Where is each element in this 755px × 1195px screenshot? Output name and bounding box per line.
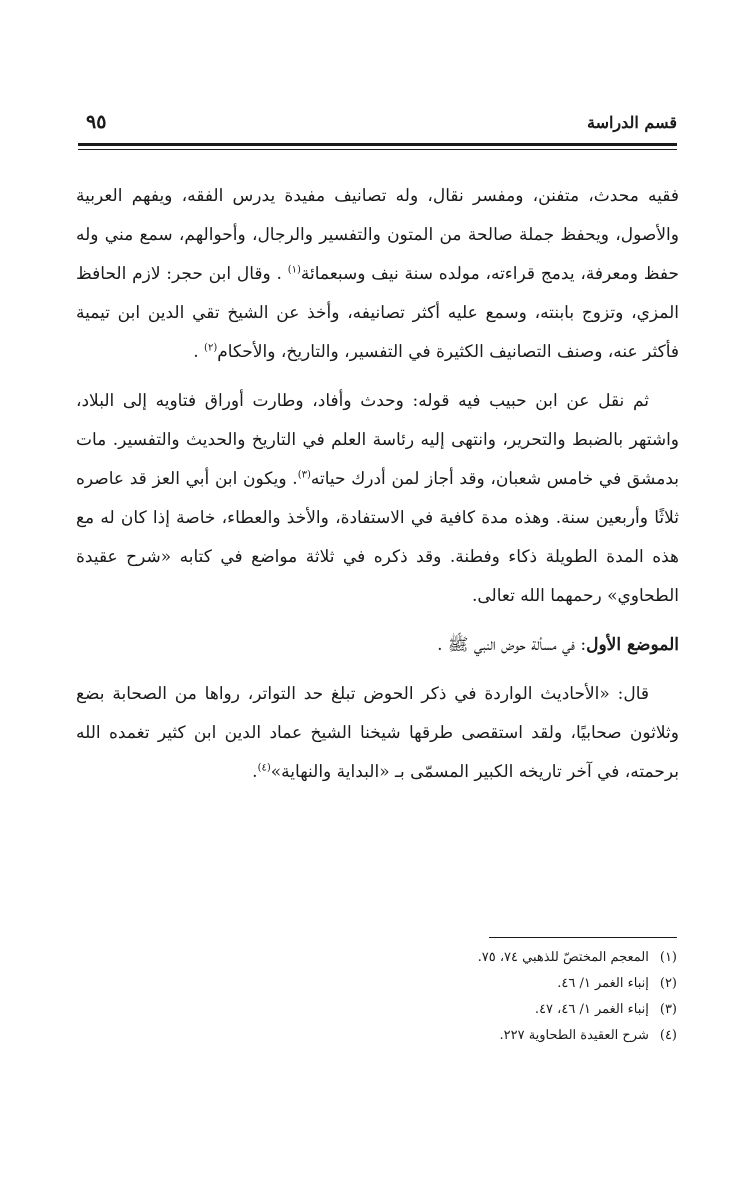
footnote-number: (٤) bbox=[659, 1028, 677, 1043]
main-text bbox=[76, 177, 679, 792]
footnote-number: (٣) bbox=[659, 1002, 677, 1017]
paragraph-3-heading: الموضع الأول bbox=[586, 635, 679, 655]
paragraph-1 bbox=[76, 177, 679, 372]
paragraph-2-text-a: ثم نقل عن ابن حبيب فيه قوله: وحدث وأفاد، وطارت أوراق فتاويه إلى البلاد، واشتهر بالضبط والتحرير، وانتهى إليه رئاسة العلم في التاريخ والحديث والتفسير. مات بدمشق في خامس شعبان، وقد أجاز لمن أدرك حياته bbox=[76, 391, 679, 489]
footnote-1 bbox=[78, 945, 677, 971]
paragraph-4 bbox=[76, 675, 679, 792]
footnotes bbox=[78, 945, 677, 1049]
running-header bbox=[78, 113, 677, 143]
footnote-ref-4: (٤) bbox=[257, 762, 271, 774]
header-rule-thin bbox=[78, 149, 677, 150]
paragraph-1-text-a: فقيه محدث، متفنن، ومفسر نقال، وله تصانيف مفيدة يدرس الفقه، ويفهم العربية والأصول، ويحفظ جملة صالحة من المتون والتفسير والرجال، وأحوالهم، سمع مني وله حفظ ومعرفة، يدمج قراءته، مولده سنة نيف وسبعمائة bbox=[76, 186, 679, 284]
footnote-ref-3: (٣) bbox=[297, 469, 311, 481]
page-number: ٩٥ bbox=[86, 111, 107, 133]
header-rule-thick bbox=[78, 143, 677, 146]
footnote-number: (٢) bbox=[659, 976, 677, 991]
paragraph-3-text: : في مسألة حوض النبي ﷺ . bbox=[437, 635, 587, 655]
footnote-divider bbox=[489, 937, 677, 938]
paragraph-3 bbox=[76, 626, 679, 665]
footnote-4 bbox=[78, 1023, 677, 1049]
paragraph-1-text-b: . وقال ابن حجر: لازم الحافظ المزي، وتزوج بابنته، وسمع عليه أكثر تصانيفه، وأخذ عن الشيخ تقي الدين ابن تيمية فأكثر عنه، وصنف التصانيف الكثيرة في التفسير، والتاريخ، والأحكام bbox=[76, 264, 679, 362]
footnote-ref-2: (٢) bbox=[204, 342, 218, 354]
paragraph-4-text-b: . bbox=[252, 762, 258, 782]
paragraph-4-text-a: قال: «الأحاديث الواردة في ذكر الحوض تبلغ حد التواتر، رواها من الصحابة بضع وثلاثون صحابيًا، ولقد استقصى طرقها شيخنا الشيخ عماد الدين ابن كثير تغمده الله برحمته، في آخر تاريخه الكبير المسمّى بـ «البداية والنهاية» bbox=[76, 684, 679, 782]
footnote-text: المعجم المختصّ للذهبي ٧٤، ٧٥. bbox=[477, 950, 649, 965]
footnote-ref-1: (١) bbox=[287, 264, 301, 276]
paragraph-2 bbox=[76, 382, 679, 616]
footnote-text: شرح العقيدة الطحاوية ٢٢٧. bbox=[499, 1028, 649, 1043]
footnote-3 bbox=[78, 997, 677, 1023]
paragraph-2-text-b: . ويكون ابن أبي العز قد عاصره ثلاثًا وأربعين سنة. وهذه مدة كافية في الاستفادة، والأخذ والعطاء، خاصة إذا كان له مع هذه المدة الطويلة ذكاء وفطنة. وقد ذكره في ثلاثة مواضع في كتابه «شرح عقيدة الطحاوي» رحمهما الله تعالى. bbox=[76, 469, 679, 606]
footnote-text: إنباء الغمر ١/ ٤٦، ٤٧. bbox=[534, 1002, 649, 1017]
section-title: قسم الدراسة bbox=[586, 113, 677, 132]
paragraph-1-text-c: . bbox=[193, 342, 205, 362]
footnote-number: (١) bbox=[659, 950, 677, 965]
footnote-2 bbox=[78, 971, 677, 997]
footnote-text: إنباء الغمر ١/ ٤٦. bbox=[557, 976, 649, 991]
